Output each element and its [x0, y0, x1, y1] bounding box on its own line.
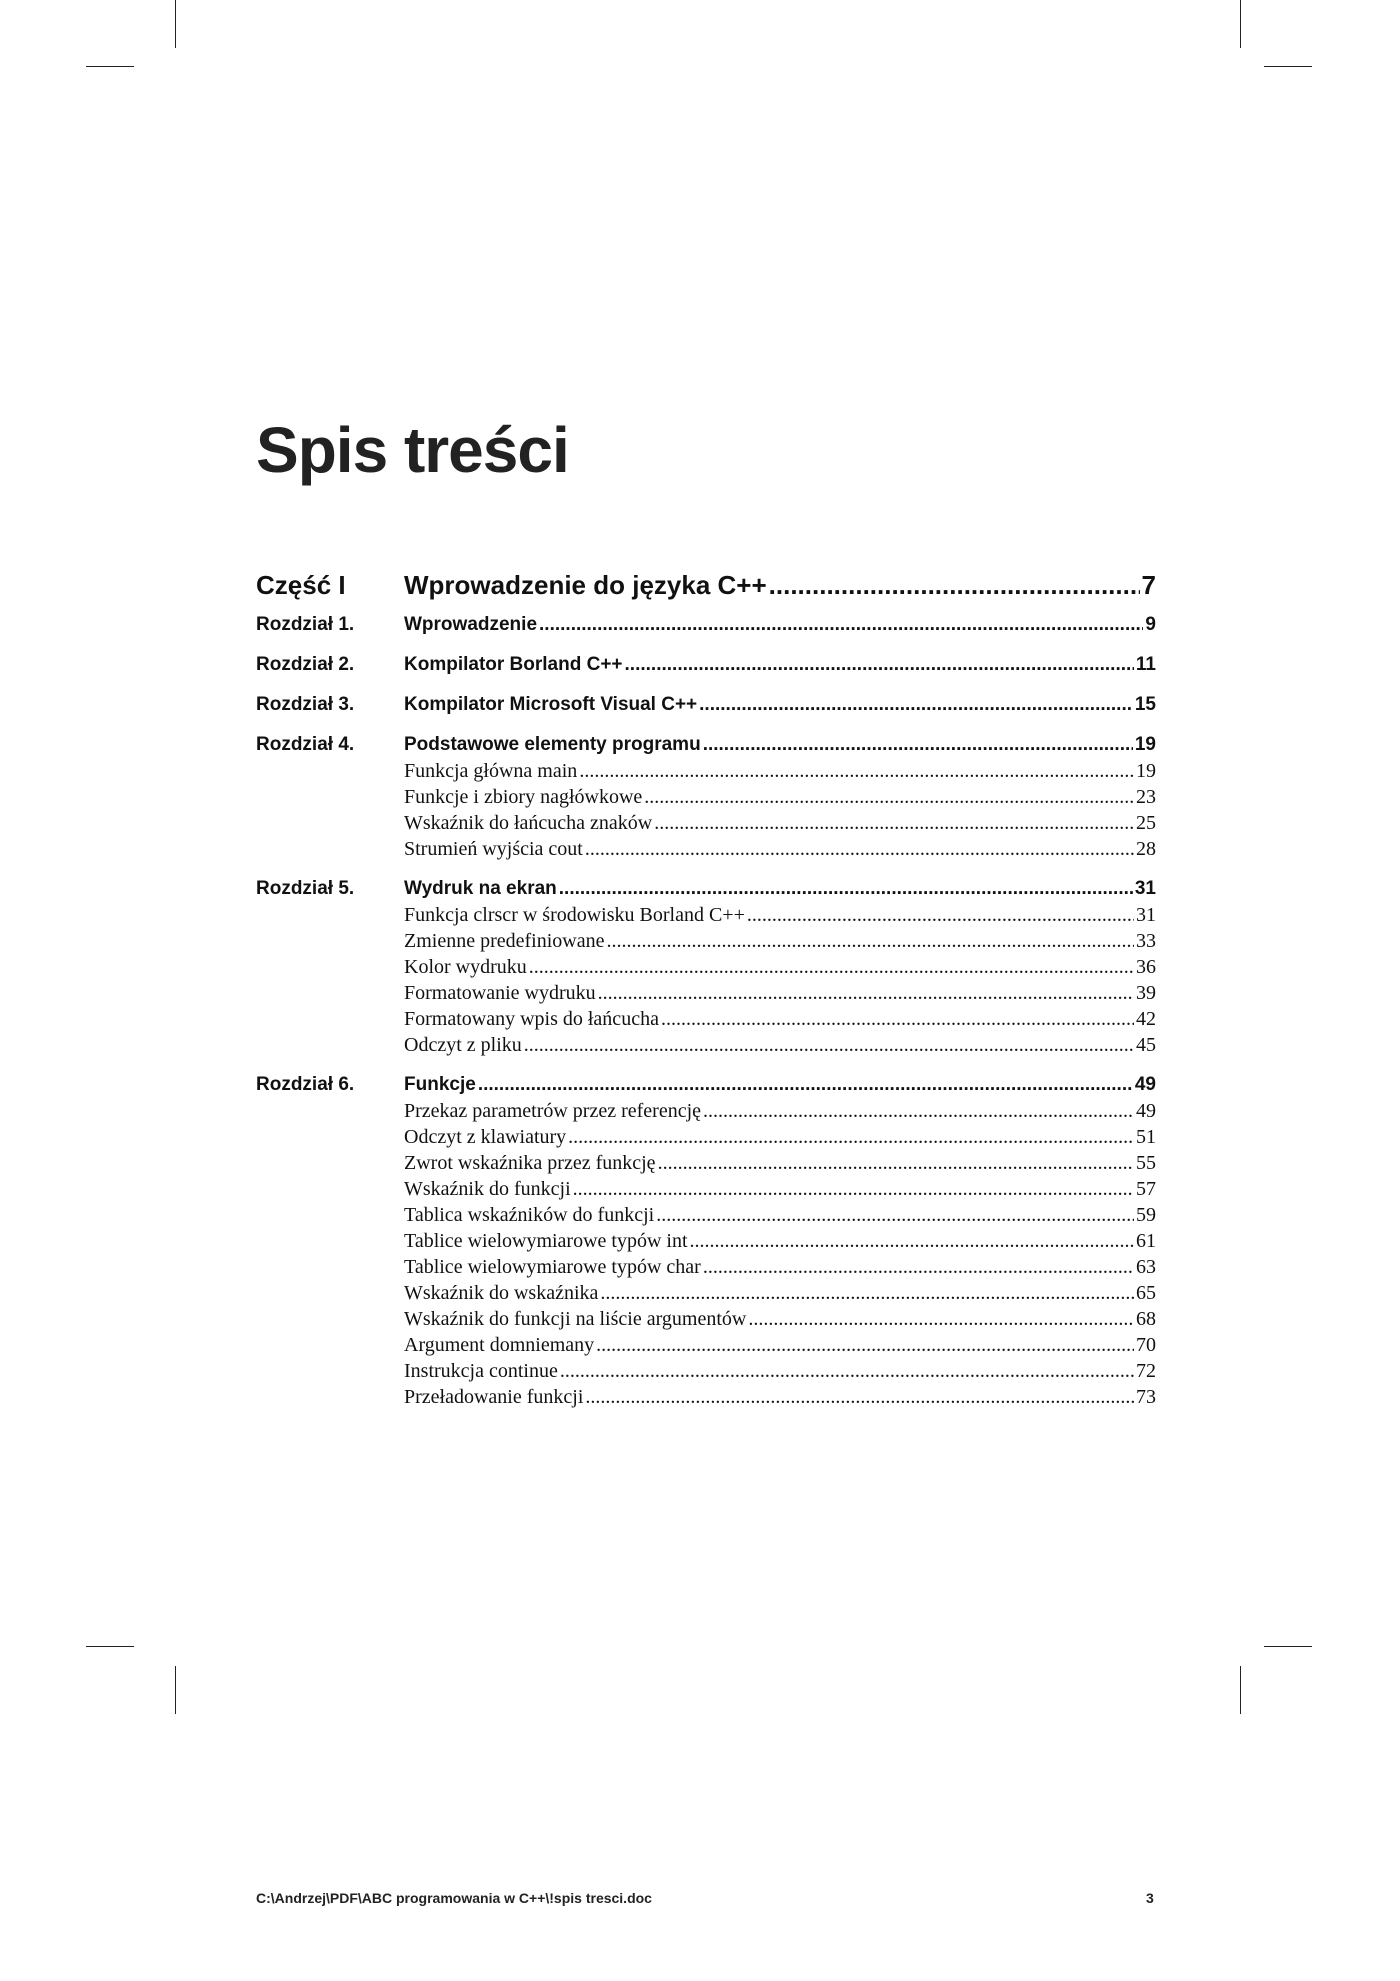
toc-dot-leader — [559, 878, 1133, 900]
toc-dot-leader — [600, 1282, 1134, 1305]
toc-chapter-page: 31 — [1134, 878, 1156, 899]
toc-chapter-page: 19 — [1134, 734, 1156, 755]
toc-part-page: 7 — [1141, 570, 1156, 600]
toc-section-title: Zmienne predefiniowane — [404, 930, 605, 952]
toc-dot-leader — [656, 1204, 1134, 1227]
toc-section-page: 65 — [1136, 1282, 1156, 1304]
toc-section-entry[interactable] — [404, 1034, 1156, 1057]
toc-section-row — [256, 812, 1156, 838]
toc-dot-leader — [747, 904, 1134, 927]
page-title: Spis treści — [256, 414, 569, 486]
toc-section-title: Wskaźnik do funkcji na liście argumentów — [404, 1308, 747, 1330]
toc-section-row — [256, 760, 1156, 786]
toc-chapter-row — [256, 734, 1156, 760]
crop-mark-top-left-vertical — [175, 0, 176, 48]
crop-mark-bottom-right-horizontal — [1264, 1646, 1312, 1647]
toc-section-row — [256, 1386, 1156, 1412]
toc-section-entry[interactable] — [404, 1178, 1156, 1201]
toc-section-page: 61 — [1136, 1230, 1156, 1252]
table-of-contents — [256, 570, 1156, 1412]
toc-section-row — [256, 1308, 1156, 1334]
toc-section-page: 31 — [1136, 904, 1156, 926]
toc-section-page: 36 — [1136, 956, 1156, 978]
toc-section-entry[interactable] — [404, 1360, 1156, 1383]
toc-section-row — [256, 1034, 1156, 1060]
toc-section-row — [256, 1204, 1156, 1230]
toc-section-title: Funkcja główna main — [404, 760, 578, 782]
toc-section-row — [256, 1100, 1156, 1126]
footer-page-number: 3 — [1146, 1890, 1154, 1906]
toc-chapter-row — [256, 694, 1156, 720]
toc-section-title: Formatowany wpis do łańcucha — [404, 1008, 659, 1030]
toc-chapter-label: Rozdział 1. — [256, 614, 355, 635]
toc-section-entry[interactable] — [404, 760, 1156, 783]
footer-file-path: C:\Andrzej\PDF\ABC programowania w C++\!spis tresci.doc — [256, 1890, 652, 1906]
toc-chapter-list — [256, 614, 1156, 1412]
toc-section-page: 55 — [1136, 1152, 1156, 1174]
toc-dot-leader — [625, 654, 1134, 676]
toc-dot-leader — [539, 614, 1143, 636]
toc-dot-leader — [573, 1178, 1134, 1201]
toc-chapter-label: Rozdział 4. — [256, 734, 355, 755]
toc-section-entry[interactable] — [404, 904, 1156, 927]
toc-section-row — [256, 1178, 1156, 1204]
toc-chapter-label: Rozdział 6. — [256, 1074, 355, 1095]
toc-section-entry[interactable] — [404, 786, 1156, 809]
toc-section-title: Odczyt z klawiatury — [404, 1126, 567, 1148]
toc-chapter-title: Wprowadzenie — [404, 614, 538, 635]
toc-chapter-title: Kompilator Borland C++ — [404, 654, 623, 675]
toc-part-title: Wprowadzenie do języka C++ — [404, 570, 767, 600]
toc-chapter-page: 11 — [1135, 654, 1156, 675]
toc-dot-leader — [529, 956, 1134, 979]
toc-part-label: Część I — [256, 570, 346, 600]
toc-section-row — [256, 1008, 1156, 1034]
toc-part-row — [256, 570, 1156, 606]
toc-section-row — [256, 1360, 1156, 1386]
toc-section-page: 33 — [1136, 930, 1156, 952]
toc-dot-leader — [568, 1126, 1134, 1149]
toc-section-title: Tablice wielowymiarowe typów char — [404, 1256, 701, 1278]
toc-section-entry[interactable] — [404, 1308, 1156, 1331]
toc-section-entry[interactable] — [404, 1256, 1156, 1279]
toc-chapter-entry[interactable] — [404, 614, 1156, 636]
toc-chapter-entry[interactable] — [404, 1074, 1156, 1096]
toc-section-row — [256, 786, 1156, 812]
toc-section-row — [256, 1334, 1156, 1360]
crop-mark-top-left-horizontal — [86, 66, 134, 67]
toc-section-page: 51 — [1136, 1126, 1156, 1148]
toc-chapter-entry[interactable] — [404, 878, 1156, 900]
toc-dot-leader — [703, 1256, 1134, 1279]
toc-chapter-row — [256, 1074, 1156, 1100]
toc-section-title: Zwrot wskaźnika przez funkcję — [404, 1152, 656, 1174]
toc-section-row — [256, 1230, 1156, 1256]
toc-section-title: Funkcje i zbiory nagłówkowe — [404, 786, 643, 808]
toc-section-page: 68 — [1136, 1308, 1156, 1330]
toc-section-page: 70 — [1136, 1334, 1156, 1356]
toc-section-row — [256, 838, 1156, 864]
toc-dot-leader — [703, 1100, 1134, 1123]
toc-chapter-title: Wydruk na ekran — [404, 878, 557, 899]
toc-section-title: Formatowanie wydruku — [404, 982, 596, 1004]
toc-dot-leader — [585, 838, 1134, 861]
toc-section-title: Argument domniemany — [404, 1334, 595, 1356]
toc-chapter-page: 9 — [1145, 614, 1156, 635]
toc-section-page: 73 — [1136, 1386, 1156, 1408]
toc-section-page: 28 — [1136, 838, 1156, 860]
toc-section-entry[interactable] — [404, 1230, 1156, 1253]
toc-dot-leader — [654, 812, 1134, 835]
toc-dot-leader — [478, 1074, 1133, 1096]
toc-section-title: Przeładowanie funkcji — [404, 1386, 584, 1408]
toc-section-entry[interactable] — [404, 1386, 1156, 1409]
toc-section-entry[interactable] — [404, 1282, 1156, 1305]
toc-section-row — [256, 1126, 1156, 1152]
toc-dot-leader — [598, 982, 1134, 1005]
toc-section-title: Funkcja clrscr w środowisku Borland C++ — [404, 904, 745, 926]
toc-chapter-title: Podstawowe elementy programu — [404, 734, 701, 755]
toc-section-page: 42 — [1136, 1008, 1156, 1030]
toc-dot-leader — [661, 1008, 1134, 1031]
toc-section-entry[interactable] — [404, 838, 1156, 861]
toc-section-page: 72 — [1136, 1360, 1156, 1382]
toc-chapter-title: Kompilator Microsoft Visual C++ — [404, 694, 698, 715]
toc-chapter-title: Funkcje — [404, 1074, 476, 1095]
toc-section-entry[interactable] — [404, 1152, 1156, 1175]
toc-section-page: 19 — [1136, 760, 1156, 782]
toc-chapter-page: 15 — [1134, 694, 1156, 715]
toc-section-row — [256, 904, 1156, 930]
crop-mark-bottom-right-vertical — [1240, 1666, 1241, 1714]
toc-section-row — [256, 956, 1156, 982]
toc-section-page: 59 — [1136, 1204, 1156, 1226]
toc-section-page: 23 — [1136, 786, 1156, 808]
toc-section-row — [256, 1282, 1156, 1308]
toc-dot-leader — [769, 570, 1140, 601]
toc-chapter-entry[interactable] — [404, 694, 1156, 716]
toc-chapter-label: Rozdział 5. — [256, 878, 355, 899]
toc-section-page: 57 — [1136, 1178, 1156, 1200]
toc-section-entry[interactable] — [404, 812, 1156, 835]
toc-dot-leader — [524, 1034, 1134, 1057]
toc-chapter-entry[interactable] — [404, 734, 1156, 756]
toc-dot-leader — [596, 1334, 1134, 1357]
toc-section-title: Przekaz parametrów przez referencję — [404, 1100, 702, 1122]
crop-mark-bottom-left-vertical — [175, 1666, 176, 1714]
toc-section-page: 49 — [1136, 1100, 1156, 1122]
toc-section-entry[interactable] — [404, 1008, 1156, 1031]
toc-section-title: Odczyt z pliku — [404, 1034, 522, 1056]
toc-section-title: Wskaźnik do wskaźnika — [404, 1282, 599, 1304]
toc-section-row — [256, 982, 1156, 1008]
toc-part-entry[interactable] — [404, 570, 1156, 601]
toc-section-title: Tablice wielowymiarowe typów int — [404, 1230, 688, 1252]
toc-section-entry[interactable] — [404, 1100, 1156, 1123]
toc-dot-leader — [658, 1152, 1134, 1175]
toc-section-title: Wskaźnik do funkcji — [404, 1178, 571, 1200]
crop-mark-top-right-horizontal — [1264, 66, 1312, 67]
toc-section-page: 39 — [1136, 982, 1156, 1004]
toc-dot-leader — [606, 930, 1134, 953]
toc-section-entry[interactable] — [404, 930, 1156, 953]
toc-section-entry[interactable] — [404, 956, 1156, 979]
toc-dot-leader — [699, 694, 1133, 716]
toc-section-page: 63 — [1136, 1256, 1156, 1278]
toc-chapter-entry[interactable] — [404, 654, 1156, 676]
toc-section-row — [256, 930, 1156, 956]
toc-section-title: Tablica wskaźników do funkcji — [404, 1204, 655, 1226]
toc-dot-leader — [585, 1386, 1134, 1409]
toc-dot-leader — [703, 734, 1133, 756]
toc-section-page: 45 — [1136, 1034, 1156, 1056]
toc-section-row — [256, 1256, 1156, 1282]
toc-section-page: 25 — [1136, 812, 1156, 834]
crop-mark-top-right-vertical — [1240, 0, 1241, 48]
toc-dot-leader — [644, 786, 1134, 809]
toc-dot-leader — [560, 1360, 1134, 1383]
toc-section-title: Wskaźnik do łańcucha znaków — [404, 812, 653, 834]
toc-dot-leader — [690, 1230, 1134, 1253]
toc-chapter-row — [256, 878, 1156, 904]
toc-section-entry[interactable] — [404, 1334, 1156, 1357]
toc-section-title: Kolor wydruku — [404, 956, 527, 978]
toc-section-entry[interactable] — [404, 1204, 1156, 1227]
toc-chapter-page: 49 — [1134, 1074, 1156, 1095]
toc-section-entry[interactable] — [404, 982, 1156, 1005]
toc-section-title: Strumień wyjścia cout — [404, 838, 583, 860]
toc-section-title: Instrukcja continue — [404, 1360, 558, 1382]
toc-chapter-row — [256, 614, 1156, 640]
toc-section-row — [256, 1152, 1156, 1178]
toc-section-entry[interactable] — [404, 1126, 1156, 1149]
crop-mark-bottom-left-horizontal — [86, 1646, 134, 1647]
toc-dot-leader — [748, 1308, 1134, 1331]
toc-chapter-row — [256, 654, 1156, 680]
toc-chapter-label: Rozdział 3. — [256, 694, 355, 715]
toc-dot-leader — [579, 760, 1134, 783]
toc-chapter-label: Rozdział 2. — [256, 654, 355, 675]
